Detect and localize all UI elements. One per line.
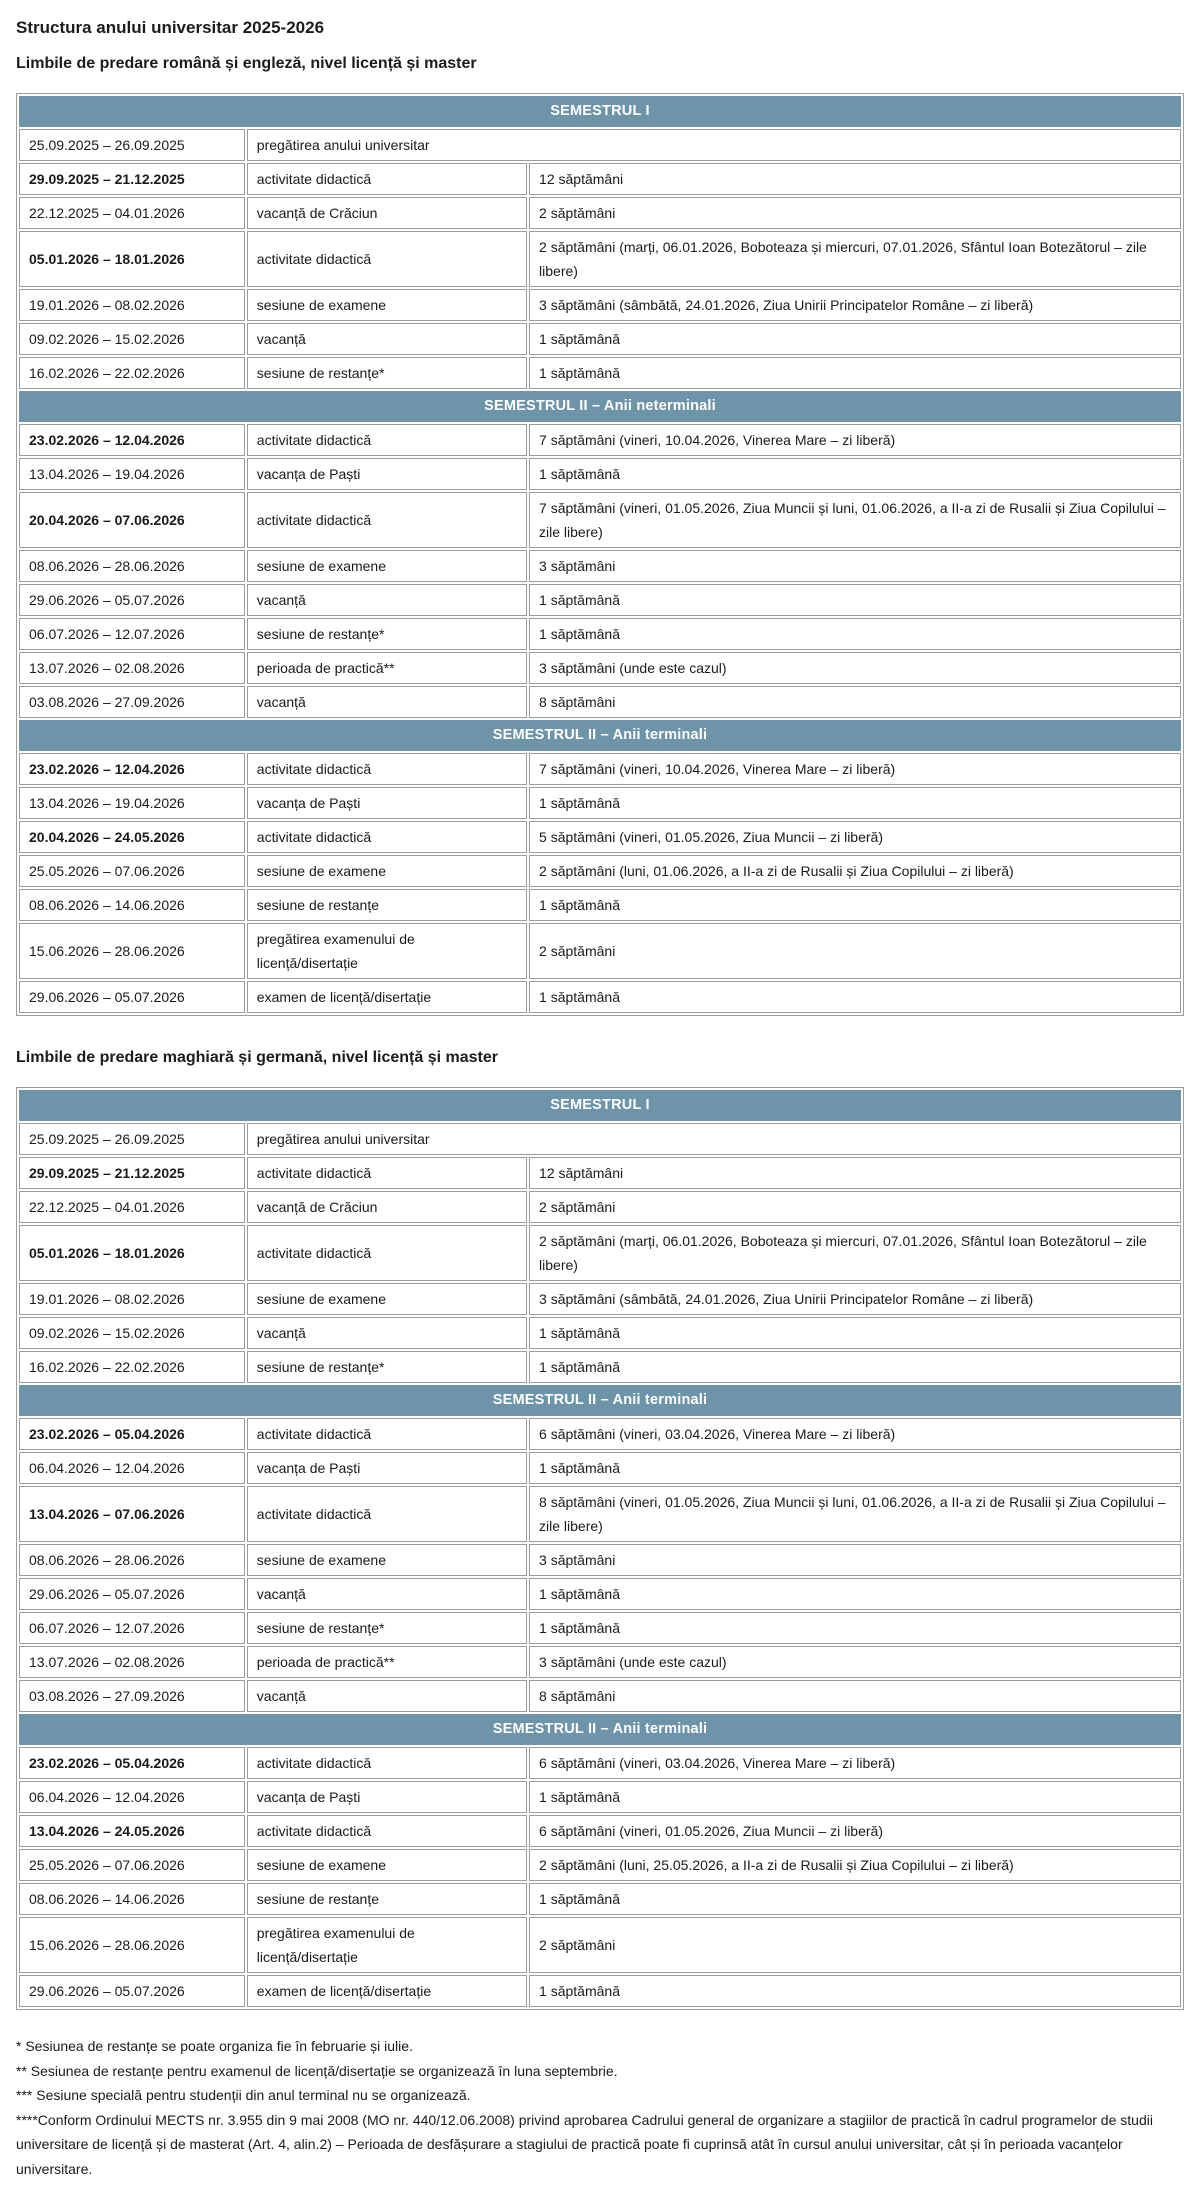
duration-cell: 1 săptămână (529, 981, 1181, 1013)
table-row (19, 1317, 1181, 1349)
semester-band-row (19, 391, 1181, 422)
footnotes (16, 2034, 1184, 2181)
table-row (19, 1578, 1181, 1610)
activity-cell: vacanță (247, 584, 527, 616)
duration-cell: 2 săptămâni (marți, 06.01.2026, Boboteaza și miercuri, 07.01.2026, Sfântul Ioan Botezătorul – zile libere) (529, 231, 1181, 287)
table-row (19, 618, 1181, 650)
duration-cell: 8 săptămâni (529, 686, 1181, 718)
activity-cell: perioada de practică** (247, 1646, 527, 1678)
activity-cell: vacanța de Paști (247, 1452, 527, 1484)
table-row (19, 981, 1181, 1013)
duration-cell: 3 săptămâni (529, 1544, 1181, 1576)
duration-cell: 5 săptămâni (vineri, 01.05.2026, Ziua Muncii – zi liberă) (529, 821, 1181, 853)
table-row (19, 1191, 1181, 1223)
academic-calendar-table-hungarian-german (16, 1087, 1184, 2010)
duration-cell: 1 săptămână (529, 1351, 1181, 1383)
duration-cell: 6 săptămâni (vineri, 03.04.2026, Vinerea Mare – zi liberă) (529, 1747, 1181, 1779)
activity-cell: sesiune de restanțe (247, 1883, 527, 1915)
duration-cell: 7 săptămâni (vineri, 10.04.2026, Vinerea Mare – zi liberă) (529, 424, 1181, 456)
period-cell: 29.09.2025 – 21.12.2025 (19, 163, 245, 195)
duration-cell: 3 săptămâni (unde este cazul) (529, 1646, 1181, 1678)
table-row (19, 424, 1181, 456)
duration-cell: 8 săptămâni (vineri, 01.05.2026, Ziua Muncii și luni, 01.06.2026, a II-a zi de Rusalii și Ziua Copilului – zile libere) (529, 1486, 1181, 1542)
activity-cell: pregătirea anului universitar (247, 1123, 1181, 1155)
activity-cell: sesiune de examene (247, 289, 527, 321)
duration-cell: 7 săptămâni (vineri, 01.05.2026, Ziua Muncii și luni, 01.06.2026, a II-a zi de Rusalii și Ziua Copilului – zile libere) (529, 492, 1181, 548)
activity-cell: activitate didactică (247, 1157, 527, 1189)
period-cell: 29.06.2026 – 05.07.2026 (19, 584, 245, 616)
duration-cell: 3 săptămâni (sâmbătă, 24.01.2026, Ziua Unirii Principatelor Române – zi liberă) (529, 289, 1181, 321)
period-cell: 06.07.2026 – 12.07.2026 (19, 618, 245, 650)
activity-cell: sesiune de restanțe* (247, 618, 527, 650)
activity-cell: perioada de practică** (247, 652, 527, 684)
semester-band-row (19, 1090, 1181, 1121)
activity-cell: sesiune de examene (247, 1283, 527, 1315)
duration-cell: 2 săptămâni (529, 197, 1181, 229)
table-row (19, 855, 1181, 887)
activity-cell: vacanță de Crăciun (247, 197, 527, 229)
table-row (19, 1781, 1181, 1813)
activity-cell: pregătirea anului universitar (247, 129, 1181, 161)
table-row (19, 1883, 1181, 1915)
period-cell: 03.08.2026 – 27.09.2026 (19, 686, 245, 718)
period-cell: 22.12.2025 – 04.01.2026 (19, 1191, 245, 1223)
period-cell: 19.01.2026 – 08.02.2026 (19, 289, 245, 321)
table-row (19, 1747, 1181, 1779)
duration-cell: 2 săptămâni (529, 923, 1181, 979)
activity-cell: sesiune de restanțe* (247, 1351, 527, 1383)
period-cell: 20.04.2026 – 24.05.2026 (19, 821, 245, 853)
activity-cell: vacanță (247, 1317, 527, 1349)
semester-band-title: SEMESTRUL I (19, 96, 1181, 127)
activity-cell: activitate didactică (247, 1486, 527, 1542)
period-cell: 19.01.2026 – 08.02.2026 (19, 1283, 245, 1315)
duration-cell: 2 săptămâni (marți, 06.01.2026, Boboteaza și miercuri, 07.01.2026, Sfântul Ioan Botezătorul – zile libere) (529, 1225, 1181, 1281)
footnote-3: *** Sesiune specială pentru studenții din anul terminal nu se organizează. (16, 2087, 471, 2103)
table-row (19, 458, 1181, 490)
period-cell: 06.04.2026 – 12.04.2026 (19, 1452, 245, 1484)
period-cell: 25.05.2026 – 07.06.2026 (19, 1849, 245, 1881)
period-cell: 08.06.2026 – 28.06.2026 (19, 550, 245, 582)
period-cell: 13.04.2026 – 19.04.2026 (19, 458, 245, 490)
duration-cell: 1 săptămână (529, 357, 1181, 389)
duration-cell: 1 săptămână (529, 323, 1181, 355)
footnote-1: * Sesiunea de restanțe se poate organiza fie în februarie și iulie. (16, 2038, 413, 2054)
period-cell: 08.06.2026 – 14.06.2026 (19, 1883, 245, 1915)
semester-band-title: SEMESTRUL II – Anii terminali (19, 720, 1181, 751)
activity-cell: activitate didactică (247, 1815, 527, 1847)
duration-cell: 1 săptămână (529, 889, 1181, 921)
period-cell: 20.04.2026 – 07.06.2026 (19, 492, 245, 548)
duration-cell: 7 săptămâni (vineri, 10.04.2026, Vinerea Mare – zi liberă) (529, 753, 1181, 785)
table-row (19, 753, 1181, 785)
academic-calendar-table-romanian-english (16, 93, 1184, 1016)
period-cell: 16.02.2026 – 22.02.2026 (19, 357, 245, 389)
activity-cell: sesiune de examene (247, 550, 527, 582)
activity-cell: sesiune de restanțe* (247, 357, 527, 389)
table-heading-hungarian-german: Limbile de predare maghiară și germană, nivel licență și master (16, 1049, 498, 1066)
activity-cell: activitate didactică (247, 424, 527, 456)
activity-cell: activitate didactică (247, 231, 527, 287)
table-row (19, 1225, 1181, 1281)
duration-cell: 8 săptămâni (529, 1680, 1181, 1712)
table-row (19, 1283, 1181, 1315)
table-row (19, 923, 1181, 979)
table-row (19, 821, 1181, 853)
semester-band-title: SEMESTRUL II – Anii terminali (19, 1714, 1181, 1745)
table-block-romanian-english (16, 54, 1184, 1016)
activity-cell: sesiune de restanțe (247, 889, 527, 921)
activity-cell: activitate didactică (247, 492, 527, 548)
table-row (19, 889, 1181, 921)
duration-cell: 1 săptămână (529, 458, 1181, 490)
activity-cell: examen de licență/disertație (247, 1975, 527, 2007)
activity-cell: activitate didactică (247, 1747, 527, 1779)
activity-cell: activitate didactică (247, 1225, 527, 1281)
period-cell: 25.05.2026 – 07.06.2026 (19, 855, 245, 887)
duration-cell: 1 săptămână (529, 787, 1181, 819)
activity-cell: activitate didactică (247, 1418, 527, 1450)
period-cell: 08.06.2026 – 28.06.2026 (19, 1544, 245, 1576)
period-cell: 13.07.2026 – 02.08.2026 (19, 1646, 245, 1678)
duration-cell: 12 săptămâni (529, 163, 1181, 195)
activity-cell: activitate didactică (247, 753, 527, 785)
table-row (19, 584, 1181, 616)
period-cell: 15.06.2026 – 28.06.2026 (19, 923, 245, 979)
footnote-4: ****Conform Ordinului MECTS nr. 3.955 din 9 mai 2008 (MO nr. 440/12.06.2008) privind aprobarea Cadrului general de organizare a stagiilor de practică în cadrul programelor de studii universitare de licență și de masterat (Art. 4, alin.2) – Perioada de desfășurare a stagiului de practică poate fi cuprinsă atât în cursul anului universitar, cât și în perioada vacanțelor universitare. (16, 2111, 1153, 2177)
table-row (19, 1157, 1181, 1189)
duration-cell: 1 săptămână (529, 1612, 1181, 1644)
table-row (19, 197, 1181, 229)
activity-cell: sesiune de examene (247, 1849, 527, 1881)
table-row (19, 686, 1181, 718)
period-cell: 09.02.2026 – 15.02.2026 (19, 1317, 245, 1349)
table-row (19, 323, 1181, 355)
period-cell: 09.02.2026 – 15.02.2026 (19, 323, 245, 355)
duration-cell: 3 săptămâni (unde este cazul) (529, 652, 1181, 684)
footnote-2: ** Sesiunea de restanțe pentru examenul de licență/disertație se organizează în luna septembrie. (16, 2062, 618, 2079)
duration-cell: 6 săptămâni (vineri, 03.04.2026, Vinerea Mare – zi liberă) (529, 1418, 1181, 1450)
period-cell: 13.04.2026 – 24.05.2026 (19, 1815, 245, 1847)
period-cell: 08.06.2026 – 14.06.2026 (19, 889, 245, 921)
period-cell: 03.08.2026 – 27.09.2026 (19, 1680, 245, 1712)
table-heading-romanian-english: Limbile de predare română și engleză, nivel licență și master (16, 55, 477, 72)
semester-band-title: SEMESTRUL I (19, 1090, 1181, 1121)
period-cell: 29.06.2026 – 05.07.2026 (19, 981, 245, 1013)
duration-cell: 3 săptămâni (sâmbătă, 24.01.2026, Ziua Unirii Principatelor Române – zi liberă) (529, 1283, 1181, 1315)
table-row (19, 357, 1181, 389)
table-row (19, 129, 1181, 161)
activity-cell: sesiune de examene (247, 1544, 527, 1576)
semester-band-row (19, 96, 1181, 127)
semester-band-title: SEMESTRUL II – Anii terminali (19, 1385, 1181, 1416)
period-cell: 29.06.2026 – 05.07.2026 (19, 1975, 245, 2007)
period-cell: 06.04.2026 – 12.04.2026 (19, 1781, 245, 1813)
semester-band-row (19, 720, 1181, 751)
activity-cell: vacanța de Paști (247, 787, 527, 819)
table-row (19, 1646, 1181, 1678)
semester-band-row (19, 1385, 1181, 1416)
table-row (19, 1123, 1181, 1155)
period-cell: 23.02.2026 – 05.04.2026 (19, 1747, 245, 1779)
duration-cell: 1 săptămână (529, 1781, 1181, 1813)
period-cell: 25.09.2025 – 26.09.2025 (19, 129, 245, 161)
period-cell: 29.09.2025 – 21.12.2025 (19, 1157, 245, 1189)
duration-cell: 1 săptămână (529, 1452, 1181, 1484)
activity-cell: activitate didactică (247, 163, 527, 195)
period-cell: 05.01.2026 – 18.01.2026 (19, 1225, 245, 1281)
period-cell: 22.12.2025 – 04.01.2026 (19, 197, 245, 229)
table-row (19, 1917, 1181, 1973)
duration-cell: 2 săptămâni (luni, 01.06.2026, a II-a zi de Rusalii și Ziua Copilului – zi liberă) (529, 855, 1181, 887)
semester-band-row (19, 1714, 1181, 1745)
table-row (19, 163, 1181, 195)
duration-cell: 1 săptămână (529, 1578, 1181, 1610)
duration-cell: 1 săptămână (529, 1975, 1181, 2007)
period-cell: 05.01.2026 – 18.01.2026 (19, 231, 245, 287)
period-cell: 16.02.2026 – 22.02.2026 (19, 1351, 245, 1383)
table-row (19, 1680, 1181, 1712)
page-title: Structura anului universitar 2025-2026 (16, 18, 325, 37)
period-cell: 23.02.2026 – 12.04.2026 (19, 424, 245, 456)
table-row (19, 1486, 1181, 1542)
table-row (19, 1815, 1181, 1847)
table-row (19, 1418, 1181, 1450)
duration-cell: 12 săptămâni (529, 1157, 1181, 1189)
activity-cell: pregătirea examenului de licență/disertație (247, 923, 527, 979)
activity-cell: examen de licență/disertație (247, 981, 527, 1013)
duration-cell: 1 săptămână (529, 1883, 1181, 1915)
table-row (19, 1975, 1181, 2007)
table-row (19, 1849, 1181, 1881)
duration-cell: 2 săptămâni (luni, 25.05.2026, a II-a zi de Rusalii și Ziua Copilului – zi liberă) (529, 1849, 1181, 1881)
table-row (19, 1351, 1181, 1383)
period-cell: 29.06.2026 – 05.07.2026 (19, 1578, 245, 1610)
period-cell: 13.07.2026 – 02.08.2026 (19, 652, 245, 684)
period-cell: 13.04.2026 – 07.06.2026 (19, 1486, 245, 1542)
period-cell: 25.09.2025 – 26.09.2025 (19, 1123, 245, 1155)
table-row (19, 289, 1181, 321)
activity-cell: vacanța de Paști (247, 458, 527, 490)
activity-cell: vacanță (247, 323, 527, 355)
duration-cell: 1 săptămână (529, 618, 1181, 650)
semester-band-title: SEMESTRUL II – Anii neterminali (19, 391, 1181, 422)
activity-cell: pregătirea examenului de licență/disertație (247, 1917, 527, 1973)
activity-cell: vacanță (247, 1680, 527, 1712)
activity-cell: vacanță (247, 1578, 527, 1610)
table-row (19, 231, 1181, 287)
period-cell: 06.07.2026 – 12.07.2026 (19, 1612, 245, 1644)
duration-cell: 2 săptămâni (529, 1917, 1181, 1973)
activity-cell: vacanța de Paști (247, 1781, 527, 1813)
table-row (19, 1544, 1181, 1576)
table-row (19, 652, 1181, 684)
period-cell: 15.06.2026 – 28.06.2026 (19, 1917, 245, 1973)
table-block-hungarian-german (16, 1048, 1184, 2010)
duration-cell: 1 săptămână (529, 584, 1181, 616)
duration-cell: 1 săptămână (529, 1317, 1181, 1349)
table-row (19, 550, 1181, 582)
activity-cell: vacanță de Crăciun (247, 1191, 527, 1223)
period-cell: 23.02.2026 – 12.04.2026 (19, 753, 245, 785)
table-row (19, 787, 1181, 819)
table-row (19, 1452, 1181, 1484)
duration-cell: 6 săptămâni (vineri, 01.05.2026, Ziua Muncii – zi liberă) (529, 1815, 1181, 1847)
period-cell: 23.02.2026 – 05.04.2026 (19, 1418, 245, 1450)
duration-cell: 2 săptămâni (529, 1191, 1181, 1223)
activity-cell: sesiune de restanțe* (247, 1612, 527, 1644)
table-row (19, 1612, 1181, 1644)
activity-cell: sesiune de examene (247, 855, 527, 887)
activity-cell: vacanță (247, 686, 527, 718)
duration-cell: 3 săptămâni (529, 550, 1181, 582)
activity-cell: activitate didactică (247, 821, 527, 853)
period-cell: 13.04.2026 – 19.04.2026 (19, 787, 245, 819)
table-row (19, 492, 1181, 548)
